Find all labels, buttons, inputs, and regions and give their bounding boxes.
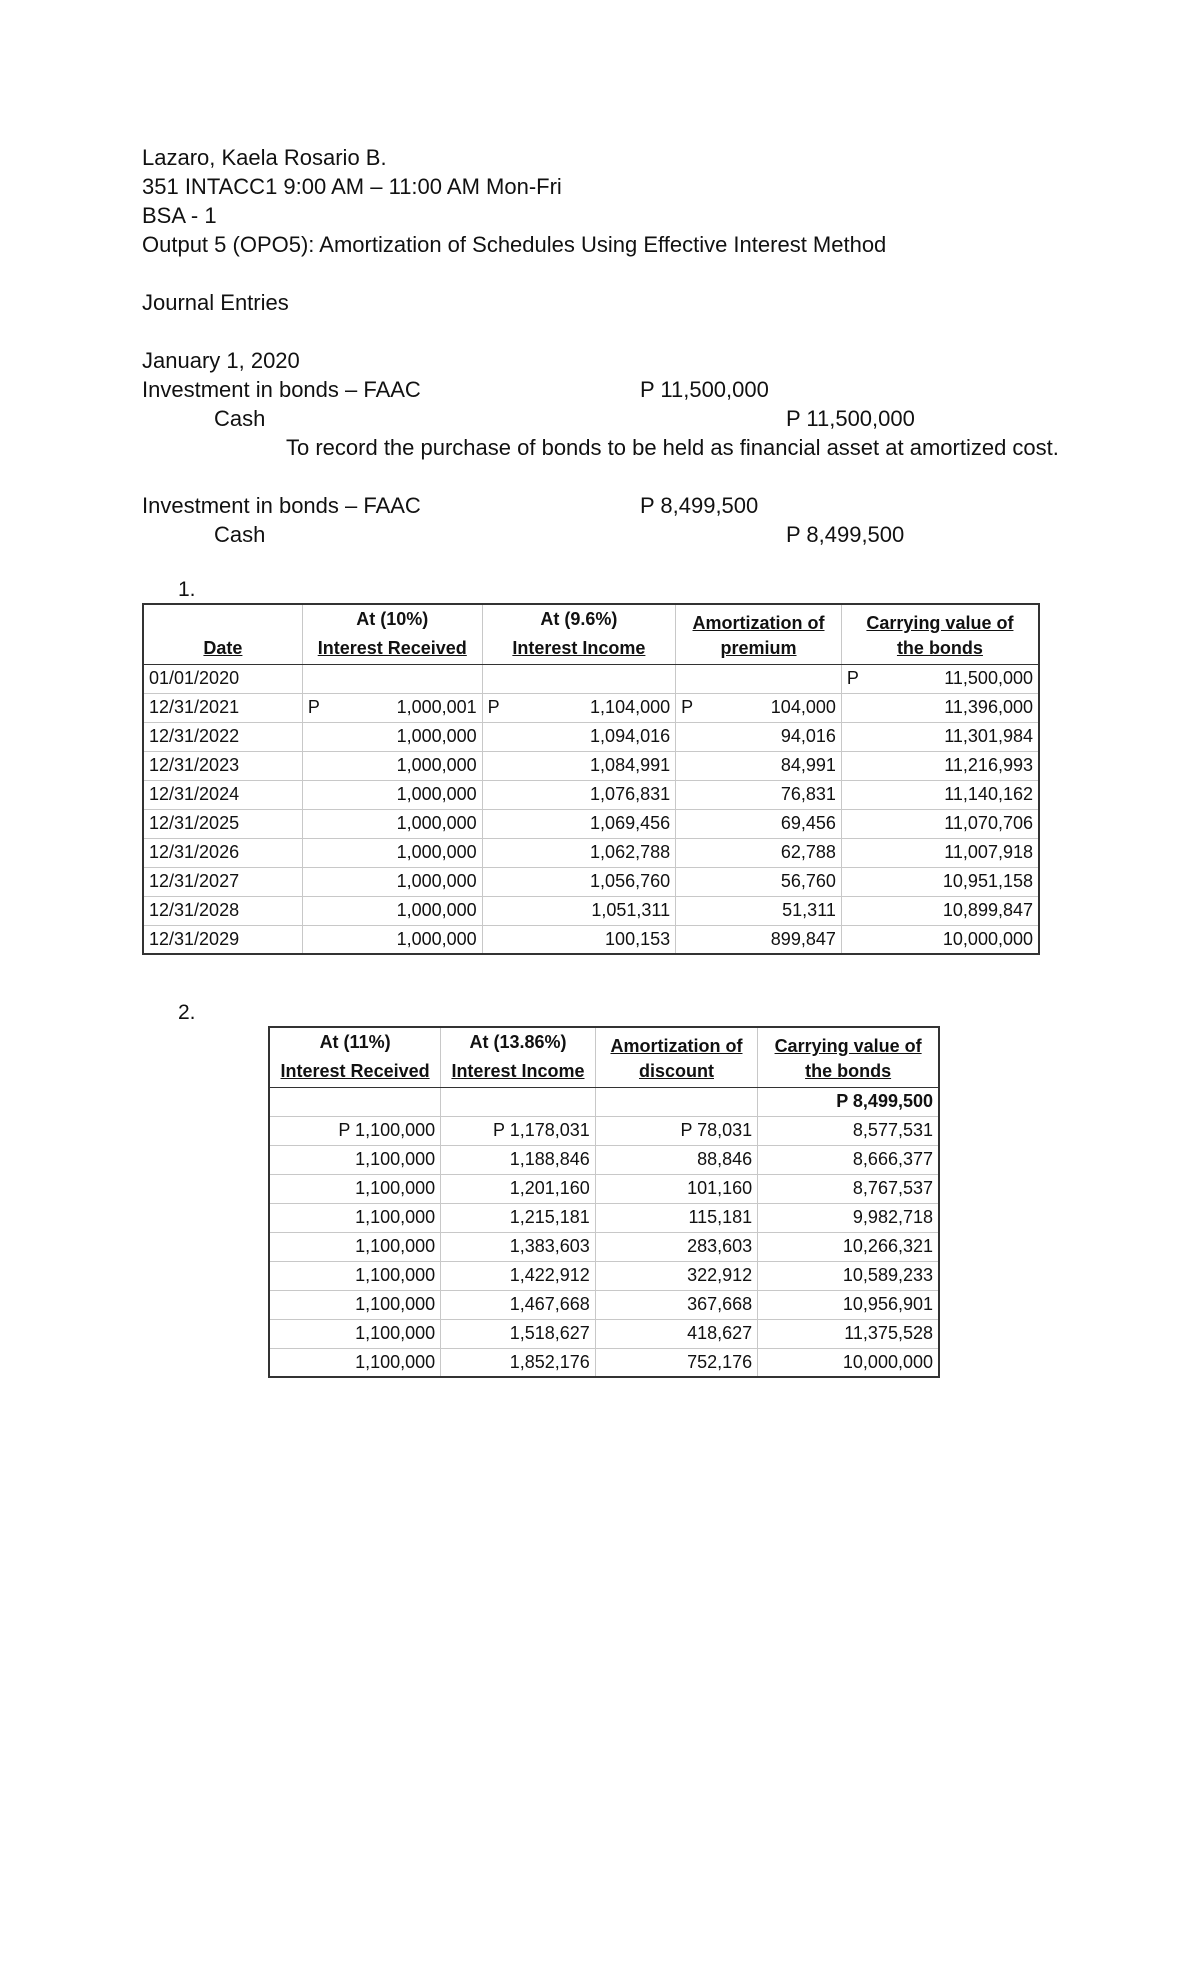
amort-cell: 51,311 — [676, 896, 842, 925]
amort-cell: 69,456 — [676, 809, 842, 838]
received-cell: P 1,100,000 — [269, 1116, 441, 1145]
table-row — [269, 1087, 939, 1116]
table-row — [269, 1319, 939, 1348]
income-cell: 1,051,311 — [482, 896, 675, 925]
empty-cell — [269, 1087, 441, 1116]
table-row — [269, 1116, 939, 1145]
empty-cell — [676, 664, 842, 693]
received-cell: 1,100,000 — [269, 1290, 441, 1319]
income-cell: 1,201,160 — [441, 1174, 596, 1203]
table1-label: 1. — [178, 578, 196, 601]
table-row — [269, 1261, 939, 1290]
received-cell: 1,100,000 — [269, 1319, 441, 1348]
entry1-debit-account: Investment in bonds – FAAC — [142, 377, 421, 402]
date-cell: 12/31/2023 — [143, 751, 302, 780]
empty-cell — [441, 1087, 596, 1116]
col-header: Interest Received — [302, 634, 482, 664]
amort-cell: 88,846 — [595, 1145, 757, 1174]
income-cell: 1,076,831 — [482, 780, 675, 809]
received-cell: 1,000,000 — [302, 751, 482, 780]
table-row — [143, 780, 1039, 809]
date-cell: 12/31/2024 — [143, 780, 302, 809]
income-cell: P 1,178,031 — [441, 1116, 596, 1145]
carrying-cell: 10,000,000 — [942, 928, 1033, 949]
carrying-cell: 8,767,537 — [758, 1174, 939, 1203]
col-header: discount — [595, 1057, 757, 1087]
received-cell: 1,000,000 — [302, 867, 482, 896]
amort-cell — [676, 693, 842, 722]
income-cell: 1,084,991 — [482, 751, 675, 780]
date-cell: 12/31/2025 — [143, 809, 302, 838]
amort-cell: 899,847 — [676, 925, 842, 954]
income-cell: 1,069,456 — [482, 809, 675, 838]
income-cell: 1,422,912 — [441, 1261, 596, 1290]
empty-cell — [595, 1087, 757, 1116]
amort-cell: 84,991 — [676, 751, 842, 780]
carrying-cell: 10,956,901 — [758, 1290, 939, 1319]
table-row — [269, 1174, 939, 1203]
col-header: Interest Received — [269, 1057, 441, 1087]
amort-cell: 56,760 — [676, 867, 842, 896]
currency-symbol: P — [487, 697, 500, 717]
income-cell — [482, 693, 675, 722]
col-header: the bonds — [758, 1057, 939, 1087]
col-header: Amortization of — [676, 604, 842, 634]
table-row — [143, 838, 1039, 867]
date-header-spacer — [143, 604, 302, 634]
date-cell: 12/31/2027 — [143, 867, 302, 896]
col-header: Carrying value of — [866, 613, 1014, 633]
entry2-credit-account: Cash — [214, 522, 266, 547]
received-cell: 1,100,000 — [269, 1232, 441, 1261]
entry1-credit-amount: P 11,500,000 — [786, 406, 915, 431]
date-cell: 12/31/2029 — [143, 925, 302, 954]
carrying-cell: 8,666,377 — [758, 1145, 939, 1174]
col-header: Amortization of — [595, 1027, 757, 1057]
entry2-debit-amount: P 8,499,500 — [640, 493, 759, 518]
received-value: 1,000,001 — [396, 697, 477, 717]
received-cell: 1,100,000 — [269, 1261, 441, 1290]
amort-cell: 752,176 — [595, 1348, 757, 1377]
amort-cell: P 78,031 — [595, 1116, 757, 1145]
carrying-cell: 11,070,706 — [841, 809, 1039, 838]
entry1-credit-account: Cash — [214, 406, 266, 431]
col-header: premium — [676, 634, 842, 664]
journal-date: January 1, 2020 — [142, 348, 300, 373]
income-cell: 1,188,846 — [441, 1145, 596, 1174]
date-header: Date — [143, 634, 302, 664]
income-cell: 1,094,016 — [482, 722, 675, 751]
table-row — [269, 1145, 939, 1174]
carrying-cell: 11,301,984 — [841, 722, 1039, 751]
entry1-debit-amount: P 11,500,000 — [640, 377, 769, 402]
received-cell: 1,000,000 — [302, 780, 482, 809]
currency-symbol: P — [681, 697, 694, 717]
carrying-cell: 8,577,531 — [758, 1116, 939, 1145]
amort-cell: 76,831 — [676, 780, 842, 809]
amort-cell: 367,668 — [595, 1290, 757, 1319]
received-cell: 1,000,000 — [302, 838, 482, 867]
carrying-cell: 10,000,000 — [842, 1351, 933, 1372]
amort-cell: 322,912 — [595, 1261, 757, 1290]
course-schedule: 351 INTACC1 9:00 AM – 11:00 AM Mon-Fri — [142, 174, 562, 199]
document-title: Output 5 (OPO5): Amortization of Schedules Using Effective Interest Method — [142, 232, 887, 257]
received-cell: 1,000,000 — [302, 722, 482, 751]
student-name: Lazaro, Kaela Rosario B. — [142, 145, 387, 170]
currency-symbol: P — [307, 697, 320, 717]
table-row — [143, 809, 1039, 838]
discount-amortization-table — [268, 1026, 940, 1378]
amort-cell: 62,788 — [676, 838, 842, 867]
col-header: At (10%) — [302, 604, 482, 634]
col-header: Carrying value of — [774, 1036, 922, 1056]
amort-cell: 283,603 — [595, 1232, 757, 1261]
carrying-value: 11,500,000 — [944, 668, 1033, 688]
entry2-debit-account: Investment in bonds – FAAC — [142, 493, 421, 518]
premium-amortization-table — [142, 603, 1040, 955]
income-cell: 100,153 — [482, 925, 675, 954]
table-row — [269, 1348, 939, 1377]
income-cell: 1,056,760 — [482, 867, 675, 896]
table-row — [143, 867, 1039, 896]
income-cell: 1,852,176 — [441, 1348, 596, 1377]
col-header: the bonds — [841, 634, 1039, 664]
section: BSA - 1 — [142, 203, 217, 228]
date-cell: 01/01/2020 — [143, 664, 302, 693]
carrying-cell: 11,375,528 — [758, 1319, 939, 1348]
date-cell: 12/31/2026 — [143, 838, 302, 867]
date-cell: 12/31/2021 — [143, 693, 302, 722]
income-cell: 1,383,603 — [441, 1232, 596, 1261]
carrying-cell: 11,216,993 — [841, 751, 1039, 780]
carrying-cell: 10,266,321 — [758, 1232, 939, 1261]
currency-symbol: P — [846, 668, 859, 688]
entry1-explanation: To record the purchase of bonds to be held as financial asset at amortized cost. — [286, 435, 1059, 460]
table-row — [143, 751, 1039, 780]
amort-cell: 94,016 — [676, 722, 842, 751]
col-header: Interest Income — [482, 634, 675, 664]
received-cell: 1,000,000 — [302, 809, 482, 838]
received-cell: 1,100,000 — [269, 1145, 441, 1174]
col-header: Interest Income — [441, 1057, 596, 1087]
date-cell: 12/31/2028 — [143, 896, 302, 925]
amort-cell: 418,627 — [595, 1319, 757, 1348]
col-header: At (9.6%) — [482, 604, 675, 634]
carrying-cell — [841, 664, 1039, 693]
income-value: 1,104,000 — [590, 697, 671, 717]
table-row — [143, 925, 1039, 954]
received-cell — [302, 693, 482, 722]
date-cell: 12/31/2022 — [143, 722, 302, 751]
empty-cell — [302, 664, 482, 693]
table-row — [143, 693, 1039, 722]
carrying-cell: 11,140,162 — [841, 780, 1039, 809]
received-cell: 1,100,000 — [269, 1348, 441, 1377]
amort-cell: 101,160 — [595, 1174, 757, 1203]
income-cell: 1,215,181 — [441, 1203, 596, 1232]
carrying-cell: 10,589,233 — [758, 1261, 939, 1290]
received-cell: 1,100,000 — [269, 1203, 441, 1232]
col-header: At (13.86%) — [441, 1027, 596, 1057]
income-cell: 1,518,627 — [441, 1319, 596, 1348]
table-row — [269, 1232, 939, 1261]
income-cell: 1,062,788 — [482, 838, 675, 867]
received-cell: 1,000,000 — [302, 896, 482, 925]
carrying-cell: 11,396,000 — [841, 693, 1039, 722]
carrying-cell: 10,899,847 — [841, 896, 1039, 925]
carrying-cell: 11,007,918 — [841, 838, 1039, 867]
table-row — [143, 722, 1039, 751]
table-row — [269, 1203, 939, 1232]
table-row — [143, 664, 1039, 693]
table-row — [269, 1290, 939, 1319]
empty-cell — [482, 664, 675, 693]
table-row — [143, 896, 1039, 925]
income-cell: 1,467,668 — [441, 1290, 596, 1319]
received-cell: 1,100,000 — [269, 1174, 441, 1203]
journal-heading: Journal Entries — [142, 290, 289, 315]
col-header: At (11%) — [269, 1027, 441, 1057]
carrying-cell: 9,982,718 — [758, 1203, 939, 1232]
table2-label: 2. — [178, 1001, 196, 1024]
carrying-cell: 10,951,158 — [841, 867, 1039, 896]
amort-value: 104,000 — [770, 697, 836, 717]
entry2-credit-amount: P 8,499,500 — [786, 522, 905, 547]
amort-cell: 115,181 — [595, 1203, 757, 1232]
carrying-cell: P 8,499,500 — [758, 1087, 939, 1116]
received-cell: 1,000,000 — [302, 925, 482, 954]
